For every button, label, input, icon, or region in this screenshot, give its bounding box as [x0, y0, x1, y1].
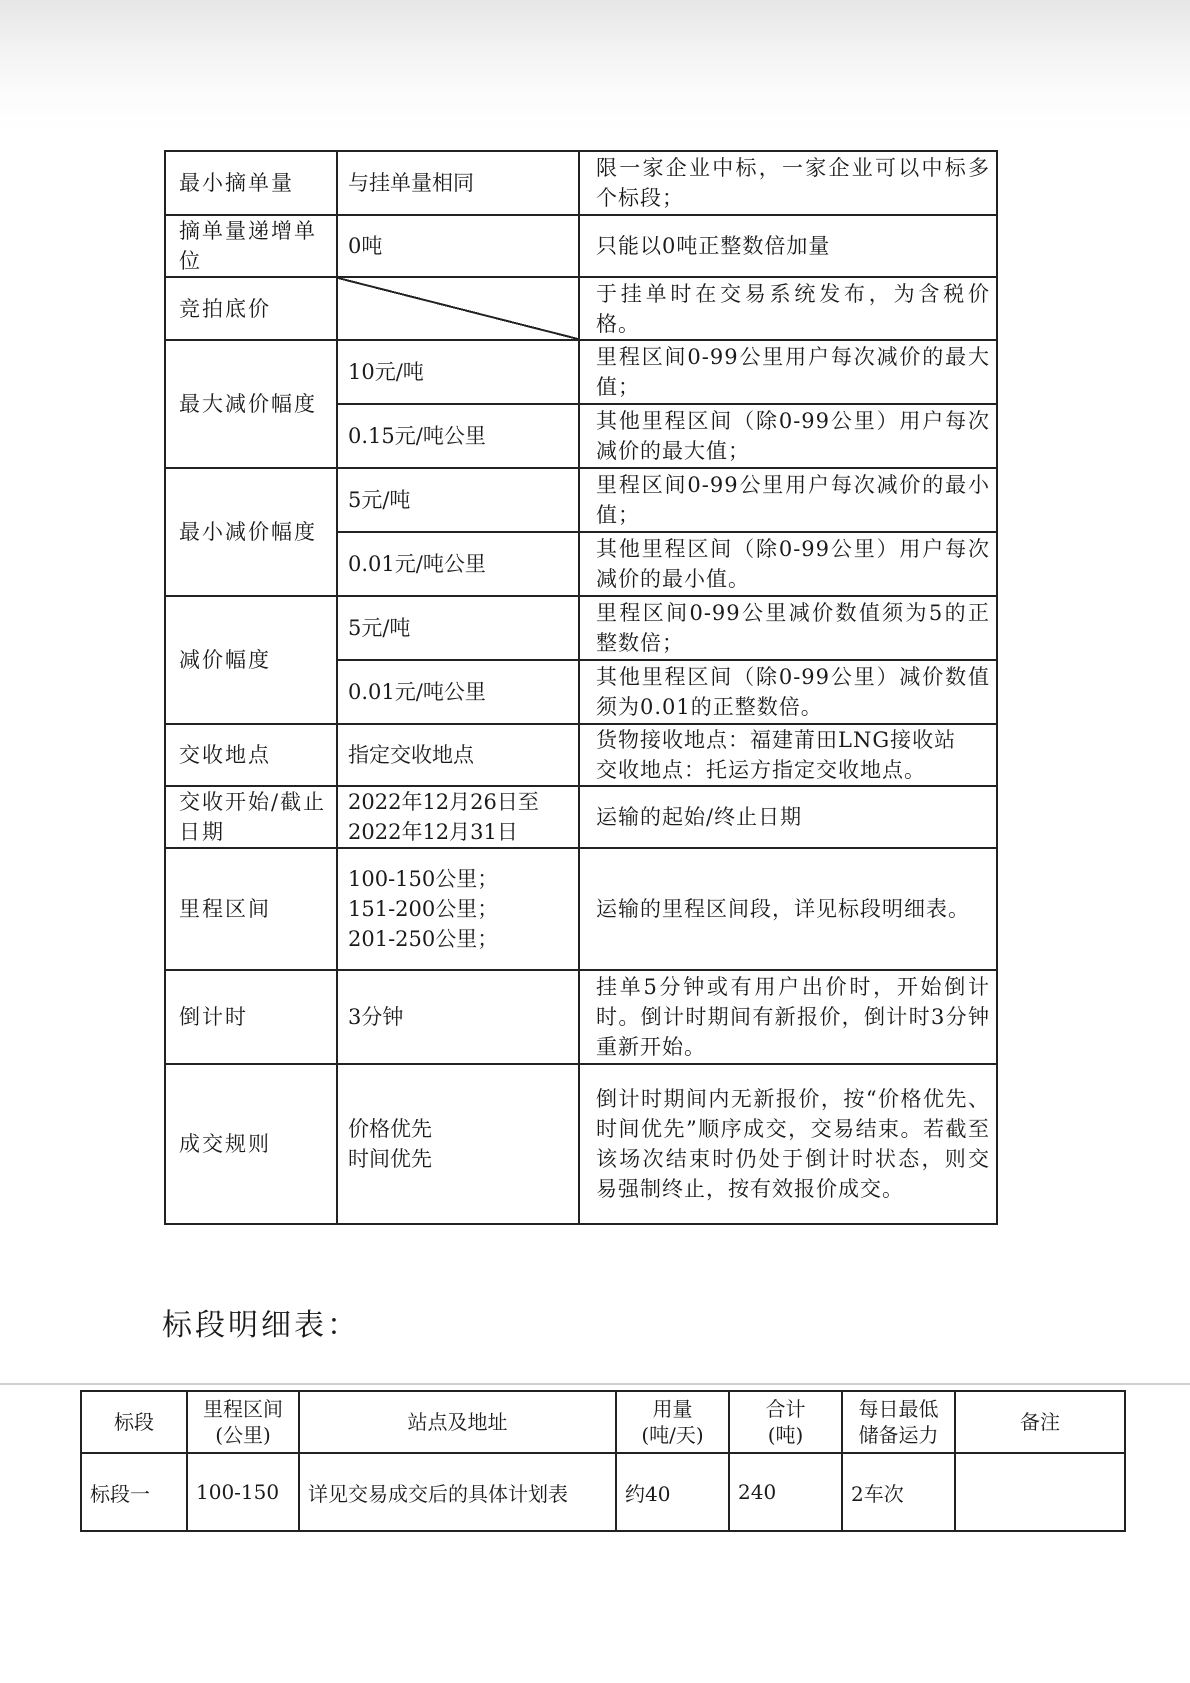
rule-value: 10元/吨 — [337, 340, 579, 404]
rule-note: 只能以0吨正整数倍加量 — [579, 215, 997, 277]
cell-capacity: 2车次 — [842, 1453, 955, 1531]
header-station: 站点及地址 — [299, 1391, 616, 1453]
rule-row-max-reduction — [165, 340, 997, 404]
rule-label: 最小摘单量 — [165, 151, 337, 215]
rule-note: 挂单5分钟或有用户出价时，开始倒计时。倒计时期间有新报价，倒计时3分钟重新开始。 — [579, 970, 997, 1064]
header-total: 合计 (吨) — [729, 1391, 842, 1453]
rule-row-min-reduction — [165, 468, 997, 532]
rule-row-reduction-step — [165, 596, 997, 660]
rule-row-floor-price — [165, 277, 997, 340]
rule-label: 减价幅度 — [165, 596, 337, 724]
rule-label: 倒计时 — [165, 970, 337, 1064]
trading-rules-table — [164, 150, 998, 1225]
rule-note: 里程区间0-99公里用户每次减价的最大值； — [579, 340, 997, 404]
rule-label: 最小减价幅度 — [165, 468, 337, 596]
cell-remarks — [955, 1453, 1125, 1531]
cell-usage: 约40 — [616, 1453, 729, 1531]
rule-value: 指定交收地点 — [337, 724, 579, 786]
rule-label: 交收地点 — [165, 724, 337, 786]
rule-note: 货物接收地点：福建莆田LNG接收站 交收地点：托运方指定交收地点。 — [579, 724, 997, 786]
cell-station: 详见交易成交后的具体计划表 — [299, 1453, 616, 1531]
rule-note: 于挂单时在交易系统发布，为含税价格。 — [579, 277, 997, 340]
rule-value: 0.15元/吨公里 — [337, 404, 579, 468]
rule-label: 成交规则 — [165, 1064, 337, 1224]
header-capacity: 每日最低 储备运力 — [842, 1391, 955, 1453]
scan-line — [0, 1383, 1190, 1385]
rule-value: 2022年12月26日至 2022年12月31日 — [337, 786, 579, 848]
rule-value: 与挂单量相同 — [337, 151, 579, 215]
rule-note: 其他里程区间（除0-99公里）用户每次减价的最大值； — [579, 404, 997, 468]
rule-value: 0.01元/吨公里 — [337, 532, 579, 596]
rule-value: 5元/吨 — [337, 596, 579, 660]
cell-mileage: 100-150 — [187, 1453, 299, 1531]
header-remarks: 备注 — [955, 1391, 1125, 1453]
table-row — [81, 1453, 1125, 1531]
rule-note: 其他里程区间（除0-99公里）减价数值须为0.01的正整数倍。 — [579, 660, 997, 724]
rule-row-mileage — [165, 848, 997, 970]
rule-note: 运输的起始/终止日期 — [579, 786, 997, 848]
detail-header-row — [81, 1391, 1125, 1453]
rule-row-delivery-location — [165, 724, 997, 786]
rule-row-countdown — [165, 970, 997, 1064]
rule-note: 限一家企业中标，一家企业可以中标多个标段； — [579, 151, 997, 215]
header-usage: 用量 (吨/天) — [616, 1391, 729, 1453]
rule-label: 最大减价幅度 — [165, 340, 337, 468]
rule-note: 其他里程区间（除0-99公里）用户每次减价的最小值。 — [579, 532, 997, 596]
rule-note: 运输的里程区间段，详见标段明细表。 — [579, 848, 997, 970]
header-lot: 标段 — [81, 1391, 187, 1453]
cell-lot: 标段一 — [81, 1453, 187, 1531]
rule-note: 里程区间0-99公里减价数值须为5的正整数倍； — [579, 596, 997, 660]
rule-value: 价格优先 时间优先 — [337, 1064, 579, 1224]
rule-value: 3分钟 — [337, 970, 579, 1064]
rule-value: 0.01元/吨公里 — [337, 660, 579, 724]
section-title: 标段明细表： — [162, 1308, 360, 1343]
rule-value: 100-150公里； 151-200公里； 201-250公里； — [337, 848, 579, 970]
rule-row-increment — [165, 215, 997, 277]
rule-value-diagonal — [337, 277, 579, 340]
lot-detail-table — [80, 1390, 1126, 1532]
rule-value: 0吨 — [337, 215, 579, 277]
rule-label: 竞拍底价 — [165, 277, 337, 340]
rule-row-delivery-dates — [165, 786, 997, 848]
rule-row-deal-rules — [165, 1064, 997, 1224]
header-mileage: 里程区间 (公里) — [187, 1391, 299, 1453]
scan-shadow — [0, 0, 1190, 130]
rule-value: 5元/吨 — [337, 468, 579, 532]
rule-row-min-pick — [165, 151, 997, 215]
rule-label: 交收开始/截止日期 — [165, 786, 337, 848]
rule-note: 里程区间0-99公里用户每次减价的最小值； — [579, 468, 997, 532]
rule-label: 里程区间 — [165, 848, 337, 970]
cell-total: 240 — [729, 1453, 842, 1531]
rule-note: 倒计时期间内无新报价，按“价格优先、时间优先”顺序成交，交易结束。若截至该场次结束时仍处于倒计时状态，则交易强制终止，按有效报价成交。 — [579, 1064, 997, 1224]
rule-label: 摘单量递增单位 — [165, 215, 337, 277]
